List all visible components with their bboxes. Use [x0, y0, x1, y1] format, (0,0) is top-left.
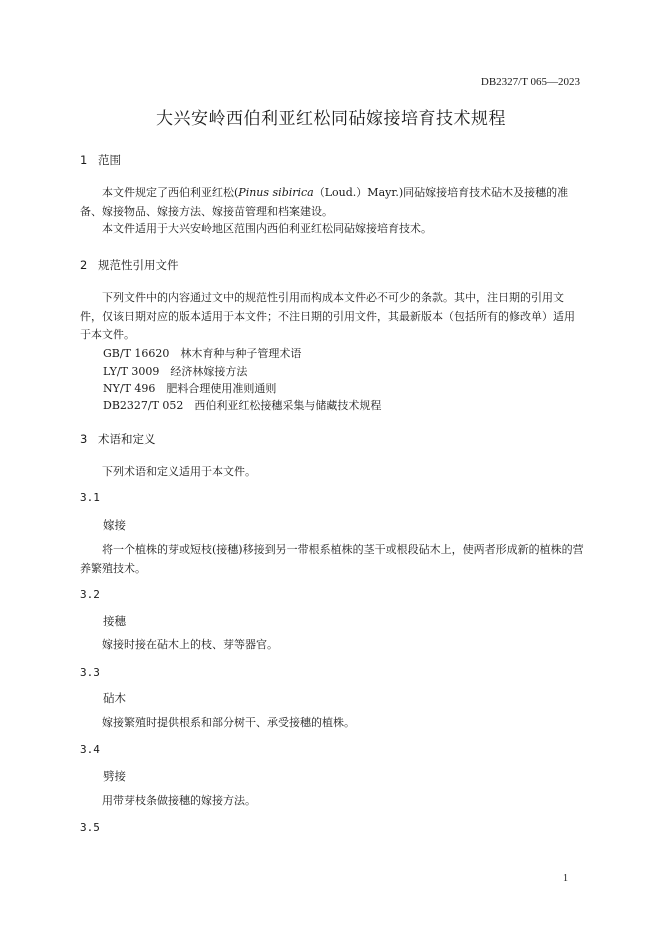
term-name: 嫁接	[103, 518, 126, 532]
document-title: 大兴安岭西伯利亚红松同砧嫁接培育技术规程	[156, 109, 506, 129]
section-2-paragraph-1: 下列文件中的内容通过文中的规范性引用而构成本文件必不可少的条款。其中，注日期的引用文件，仅该日期对应的版本适用于本文件；不注日期的引用文件，其最新版本（包括所有的修改单）适用于本文件。	[80, 291, 575, 341]
term-definition: 将一个植株的芽或短枝(接穗)移接到另一带根系植株的茎干或根段砧木上，使两者形成新的植株的营养繁殖技术。	[80, 543, 584, 575]
term-number: 3.5	[80, 821, 100, 834]
reference-item: GB/T 16620 林木育种与种子管理术语	[103, 347, 302, 360]
section-title: 范围	[98, 153, 121, 167]
latin-name: Pinus sibirica	[238, 186, 314, 199]
section-title: 术语和定义	[98, 432, 156, 446]
reference-item: LY/T 3009 经济林嫁接方法	[103, 365, 248, 378]
section-1-paragraph-1	[80, 184, 584, 221]
section-3-intro: 下列术语和定义适用于本文件。	[102, 465, 256, 478]
section-3-heading	[80, 431, 156, 447]
reference-item: DB2327/T 052 西伯利亚红松接穗采集与储藏技术规程	[103, 399, 382, 412]
document-code: DB2327/T 065—2023	[480, 76, 580, 88]
text-run: （Loud.）Mayr.)同砧嫁接培育技术砧木及接穗的准备、嫁接物品、嫁接方法、嫁接苗管理和档案建设。	[80, 186, 569, 218]
section-2-heading	[80, 257, 179, 273]
term-definition: 嫁接繁殖时提供根系和部分树干、承受接穗的植株。	[102, 716, 355, 729]
section-number: 1	[80, 153, 88, 167]
text-run: 本文件规定了西伯利亚红松(	[102, 186, 239, 199]
term-number: 3.3	[80, 666, 100, 679]
term-name: 接穗	[103, 614, 126, 628]
term-name: 砧木	[103, 691, 126, 705]
section-1-paragraph-2: 本文件适用于大兴安岭地区范围内西伯利亚红松同砧嫁接培育技术。	[102, 222, 432, 235]
section-title: 规范性引用文件	[98, 258, 179, 272]
section-1-heading	[80, 152, 121, 168]
term-name: 劈接	[103, 769, 126, 783]
term-number: 3.4	[80, 743, 100, 756]
section-number: 2	[80, 258, 88, 272]
reference-item: NY/T 496 肥料合理使用准则通则	[103, 382, 277, 395]
page-number: 1	[563, 873, 568, 884]
section-number: 3	[80, 432, 88, 446]
term-definition: 用带芽枝条做接穗的嫁接方法。	[102, 794, 256, 807]
term-definition: 嫁接时接在砧木上的枝、芽等器官。	[102, 638, 278, 651]
term-number: 3.1	[80, 491, 100, 504]
term-number: 3.2	[80, 588, 100, 601]
